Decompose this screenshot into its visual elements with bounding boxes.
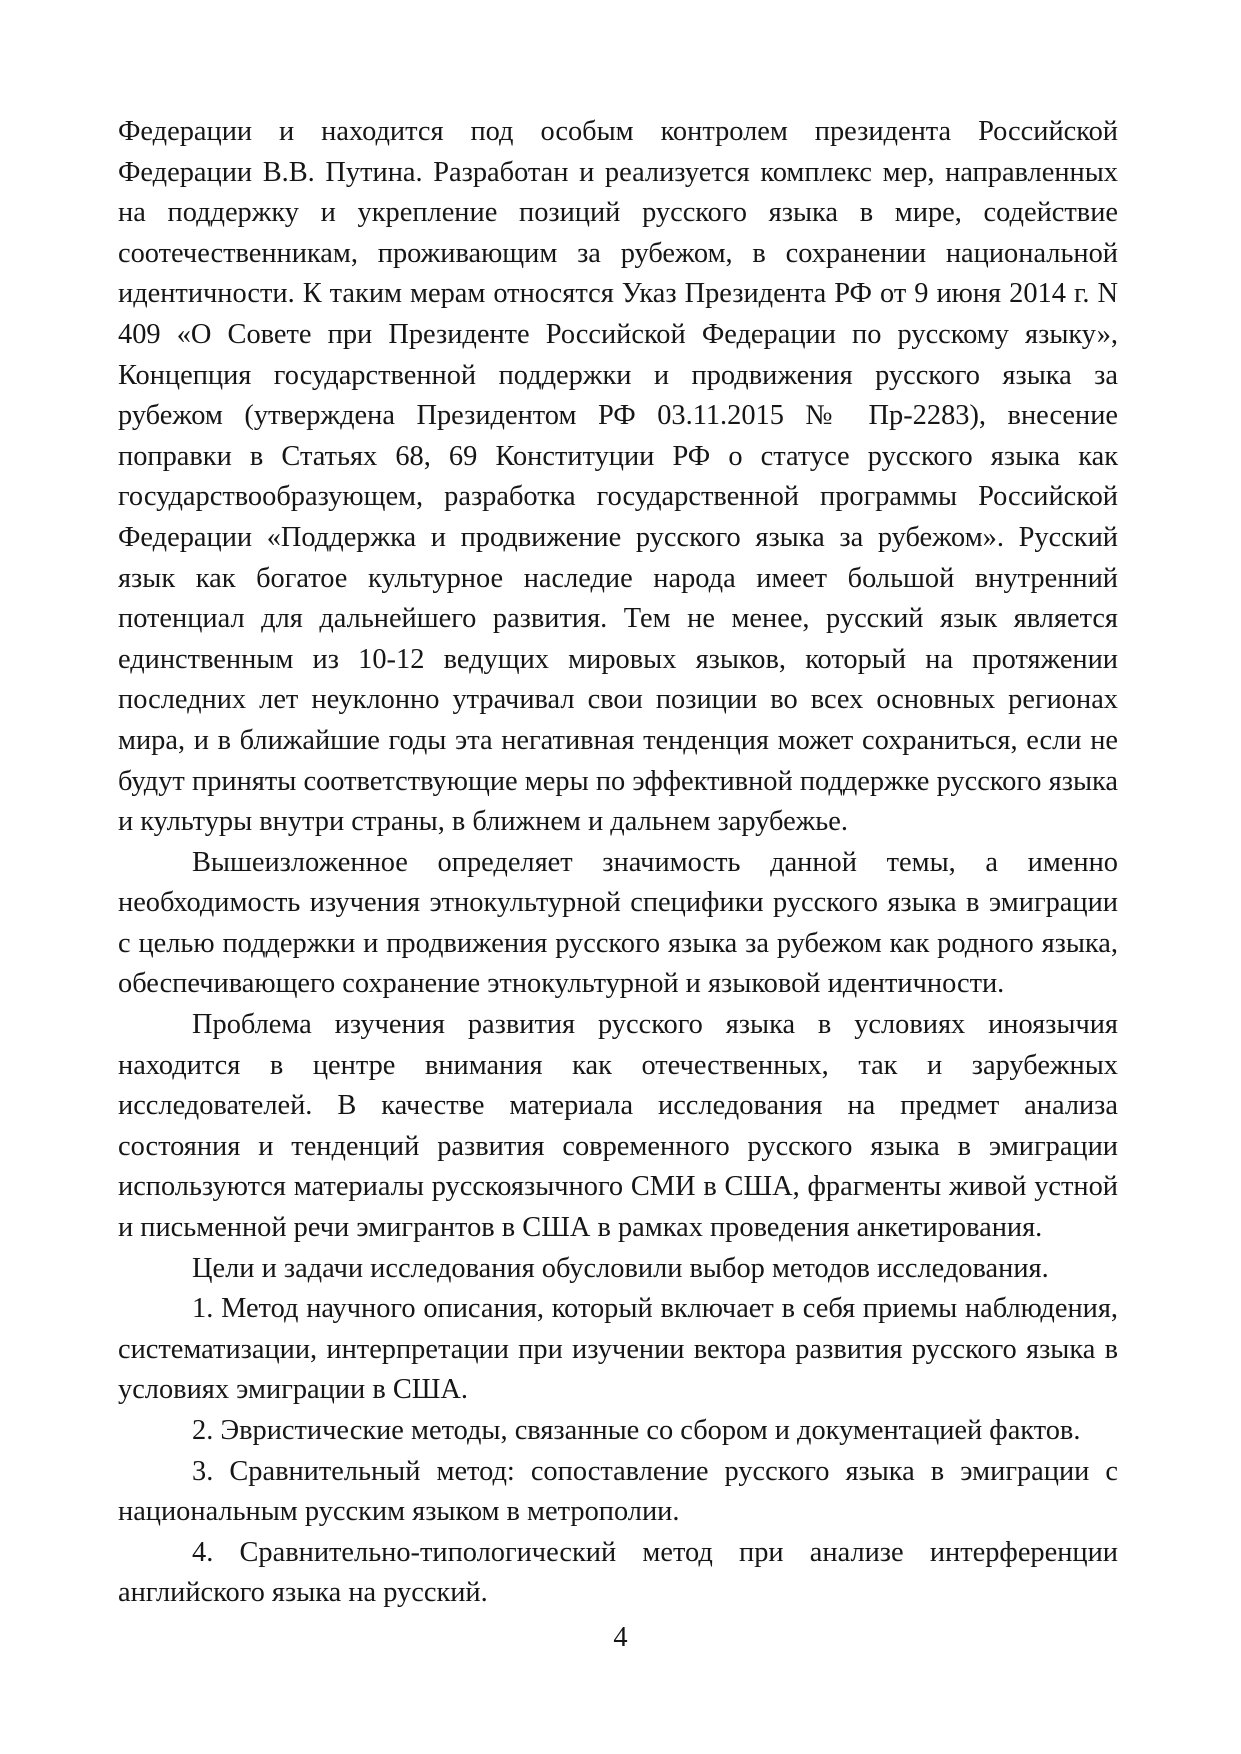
paragraph-continuation: Федерации и находится под особым контролем президента Российской Федерации В.В. Путина. Разработан и реализуется комплекс мер, направленных на поддержку и укрепление позиций русского языка в мире, содействие соотечественникам, проживающим за рубежом, в сохранении национальной идентичности. К таким мерам относятся Указ Президента РФ от 9 июня 2014 г. N 409 «О Совете при Президенте Российской Федерации по русскому языку», Концепция государственной поддержки и продвижения русского языка за рубежом (утверждена Президентом РФ 03.11.2015 № Пр-2283), внесение поправки в Статьях 68, 69 Конституции РФ о статусе русского языка как государствообразующем, разработка государственной программы Российской Федерации «Поддержка и продвижение русского языка за рубежом». Русский язык как богатое культурное наследие народа имеет большой внутренний потенциал для дальнейшего развития. Тем не менее, русский язык является единственным из 10-12 ведущих мировых языков, который на протяжении последних лет неуклонно утрачивал свои позиции во всех основных регионах мира, и в ближайшие годы эта негативная тенденция может сохраниться, если не будут приняты соответствующие меры по эффективной поддержке русского языка и культуры внутри страны, в ближнем и дальнем зарубежье.: [118, 116, 1118, 838]
list-item-method-3: 3. Сравнительный метод: сопоставление русского языка в эмиграции с национальным русским языком в метрополии.: [118, 1455, 1118, 1528]
list-item-method-4: 4. Сравнительно-типологический метод при анализе интерференции английского языка на русский.: [118, 1536, 1118, 1609]
page-number: 4: [613, 1622, 628, 1653]
list-item-method-1: 1. Метод научного описания, который включает в себя приемы наблюдения, систематизации, интерпретации при изучении вектора развития русского языка в условиях эмиграции в США.: [118, 1293, 1118, 1406]
paragraph-significance: Вышеизложенное определяет значимость данной темы, а именно необходимость изучения этнокультурной специфики русского языка в эмиграции с целью поддержки и продвижения русского языка за рубежом как родного языка, обеспечивающего сохранение этнокультурной и языковой идентичности.: [118, 846, 1118, 1000]
body-text: [118, 112, 1118, 1614]
paragraph-problem: Проблема изучения развития русского языка в условиях иноязычия находится в центре внимания как отечественных, так и зарубежных исследователей. В качестве материала исследования на предмет анализа состояния и тенденций развития современного русского языка в эмиграции используются материалы русскоязычного СМИ в США, фрагменты живой устной и письменной речи эмигрантов в США в рамках проведения анкетирования.: [118, 1009, 1118, 1244]
paragraph-methods-intro: Цели и задачи исследования обусловили выбор методов исследования.: [192, 1252, 1049, 1284]
list-item-method-2: 2. Эвристические методы, связанные со сбором и документацией фактов.: [192, 1415, 1081, 1446]
